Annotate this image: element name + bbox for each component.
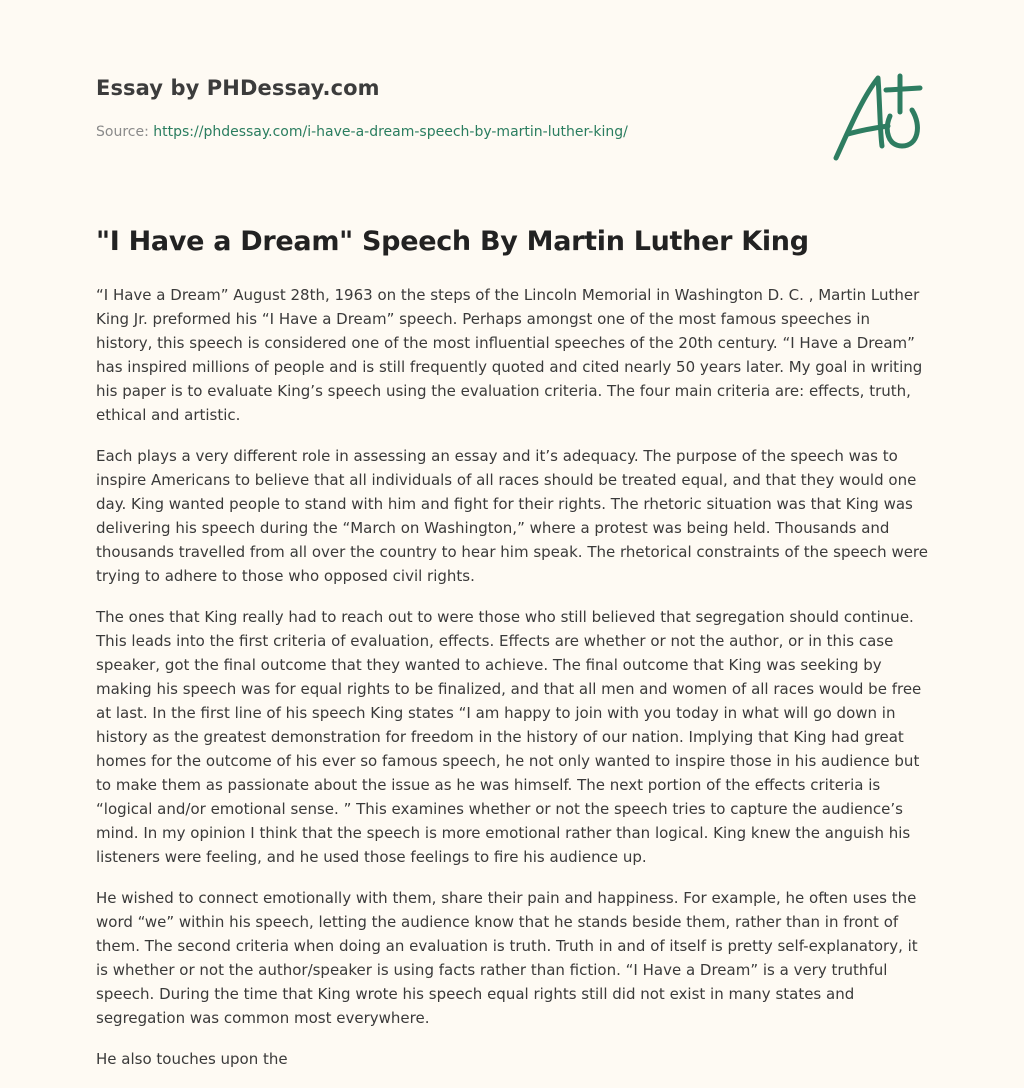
essay-body (96, 283, 930, 1088)
essay-paragraph: The ones that King really had to reach out to were those who still believed that segregation should continue. This leads into the first criteria of evaluation, effects. Effects are whether or not the author, or in this case speaker, got the final outcome that they wanted to achieve. The final outcome that King was seeking by making his speech was for equal rights to be finalized, and that all men and women of all races would be free at last. In the first line of his speech King states “I am happy to join with you today in what will go down in history as the greatest demonstration for freedom in the history of our nation. Implying that King had great homes for the outcome of his ever so famous speech, he not only wanted to inspire those in his audience but to make them as passionate about the issue as he was himself. The next portion of the effects criteria is “logical and/or emotional sense. ” This examines whether or not the speech tries to capture the audience’s mind. In my opinion I think that the speech is more emotional rather than logical. King knew the anguish his listeners were feeling, and he used those feelings to fire his audience up. (96, 608, 922, 866)
essay-paragraph: “I Have a Dream” August 28th, 1963 on the steps of the Lincoln Memorial in Washington D. C. , Martin Luther King Jr. preformed his “I Have a Dream” speech. Perhaps amongst one of the most famous speeches in history, this speech is considered one of the most influential speeches of the 20th century. “I Have a Dream” has inspired millions of people and is still frequently quoted and cited nearly 50 years later. My goal in writing his paper is to evaluate King’s speech using the evaluation criteria. The four main criteria are: effects, truth, ethical and artistic. (96, 286, 923, 424)
a-plus-logo-icon (828, 66, 932, 166)
source-line (96, 124, 628, 140)
site-header (96, 0, 928, 200)
essay-paragraph: He wished to connect emotionally with them, share their pain and happiness. For example, he often uses the word “we” within his speech, letting the audience know that he stands beside them, rather than in front of them. The second criteria when doing an evaluation is truth. Truth in and of itself is pretty self-explanatory, it is whether or not the author/speaker is using facts rather than fiction. “I Have a Dream” is a very truthful speech. During the time that King wrote his speech equal rights still did not exist in many states and segregation was common most everywhere. (96, 889, 918, 1027)
site-brand: Essay by PHDessay.com (96, 76, 380, 100)
essay-paragraph: He also touches upon the (96, 1050, 288, 1068)
essay-title: "I Have a Dream" Speech By Martin Luther King (96, 226, 809, 257)
source-label: Source: (96, 124, 149, 140)
essay-paragraph: Each plays a very different role in assessing an essay and it’s adequacy. The purpose of the speech was to inspire Americans to believe that all individuals of all races should be treated equal, and that they would one day. King wanted people to stand with him and fight for their rights. The rhetoric situation was that King was delivering his speech during the “March on Washington,” where a protest was being held. Thousands and thousands travelled from all over the country to hear him speak. The rhetorical constraints of the speech were trying to adhere to those who opposed civil rights. (96, 447, 929, 585)
source-link[interactable]: https://phdessay.com/i-have-a-dream-speech-by-martin-luther-king/ (153, 124, 628, 140)
